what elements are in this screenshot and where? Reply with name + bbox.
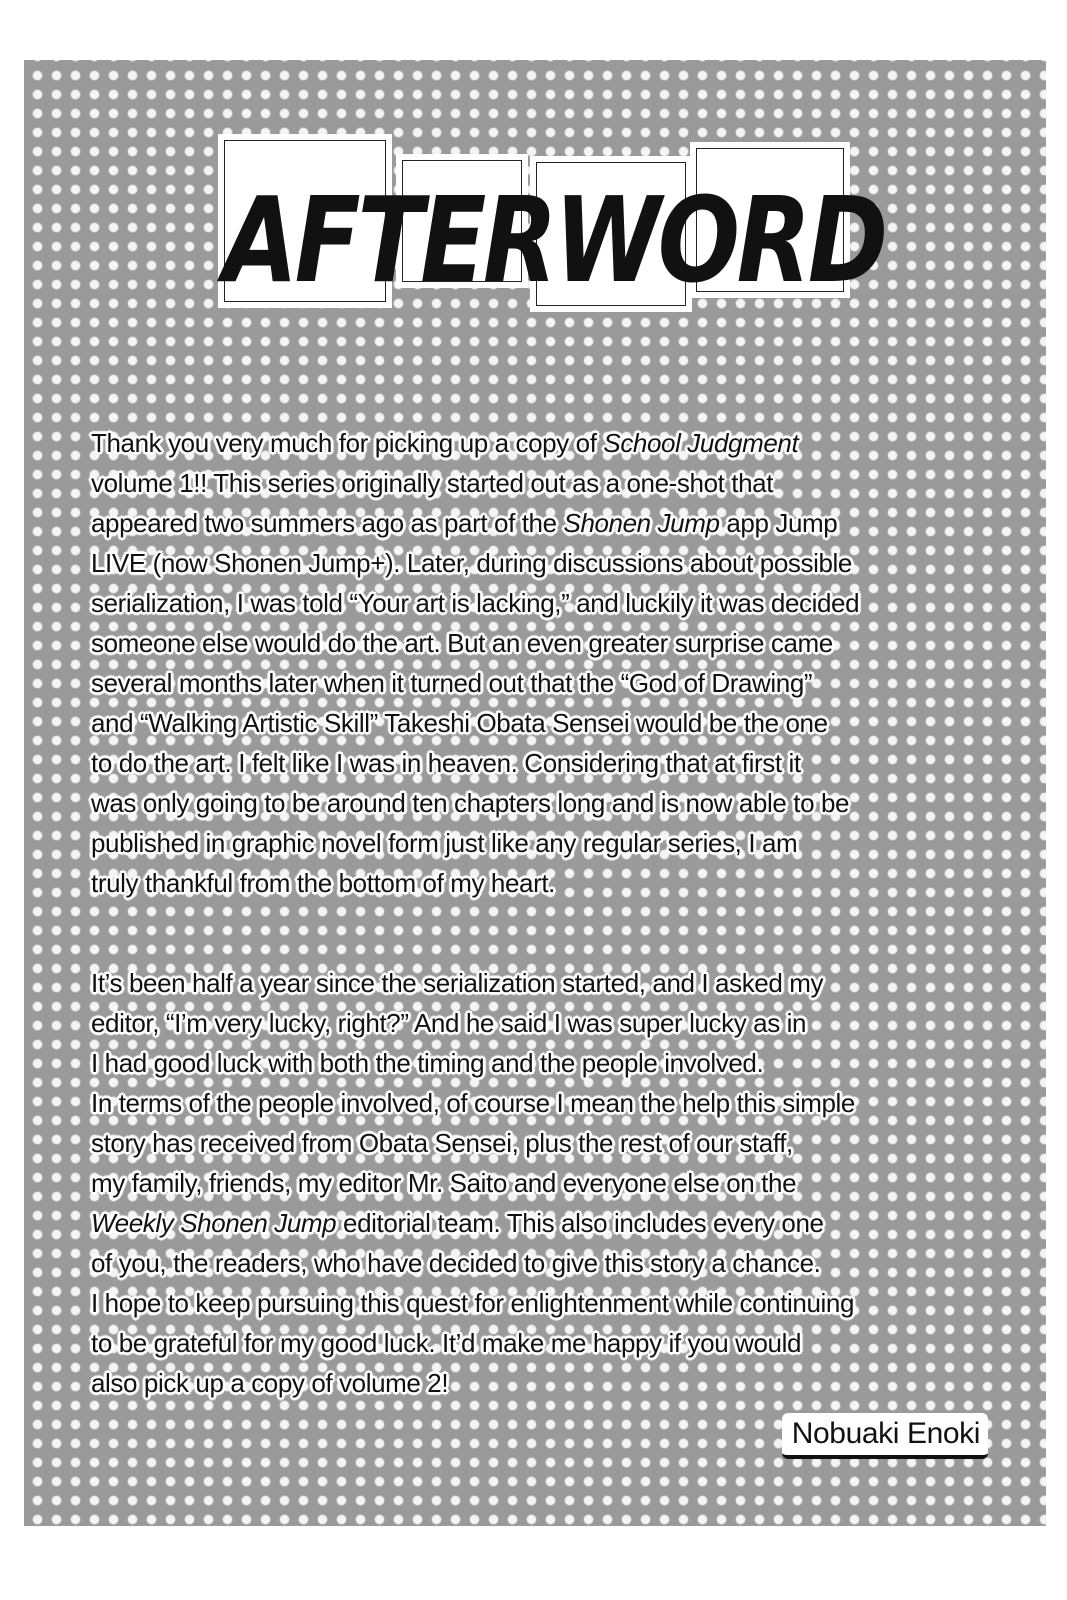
paragraph-1-line: was only going to be around ten chapters long and is now able to be bbox=[91, 788, 850, 818]
paragraph-1-line: LIVE (now Shonen Jump+). Later, during discussions about possible bbox=[91, 548, 852, 578]
paragraph-2-line: also pick up a copy of volume 2! bbox=[91, 1368, 449, 1398]
paragraph-2-line: It’s been half a year since the serialization started, and I asked my bbox=[91, 968, 824, 998]
paragraph-1-line: to do the art. I felt like I was in heaven. Considering that at first it bbox=[91, 748, 801, 778]
paragraph-2-line: of you, the readers, who have decided to give this story a chance. bbox=[91, 1248, 821, 1278]
paragraph-2-line: In terms of the people involved, of course I mean the help this simple bbox=[91, 1088, 855, 1118]
paragraph-2-line: story has received from Obata Sensei, plus the rest of our staff, bbox=[91, 1128, 793, 1158]
paragraph-1-line: published in graphic novel form just like any regular series, I am bbox=[91, 828, 798, 858]
paragraph-2-line: my family, friends, my editor Mr. Saito and everyone else on the bbox=[91, 1168, 797, 1198]
page-title: AFTERWORD bbox=[223, 171, 885, 309]
author-signature: Nobuaki Enoki bbox=[782, 1413, 988, 1459]
paragraph-2-line: Weekly Shonen Jump editorial team. This also includes every one bbox=[91, 1208, 824, 1238]
paragraph-2-line: I had good luck with both the timing and the people involved. bbox=[91, 1048, 764, 1078]
paragraph-2-line: editor, “I’m very lucky, right?” And he said I was super lucky as in bbox=[91, 1008, 807, 1038]
paragraph-1 bbox=[91, 423, 1021, 903]
paragraph-2-line: to be grateful for my good luck. It’d make me happy if you would bbox=[91, 1328, 802, 1358]
afterword-title-block bbox=[224, 130, 884, 350]
paragraph-1-line: volume 1!! This series originally started out as a one-shot that bbox=[91, 468, 774, 498]
paragraph-1-line: and “Walking Artistic Skill” Takeshi Obata Sensei would be the one bbox=[91, 708, 828, 738]
paragraph-1-line: several months later when it turned out that the “God of Drawing” bbox=[91, 668, 813, 698]
afterword-panel bbox=[24, 60, 1046, 1526]
paragraph-2 bbox=[91, 963, 1021, 1403]
paragraph-1-line: serialization, I was told “Your art is lacking,” and luckily it was decided bbox=[91, 588, 860, 618]
paragraph-1-line: truly thankful from the bottom of my heart. bbox=[91, 868, 556, 898]
paragraph-1-line: appeared two summers ago as part of the Shonen Jump app Jump bbox=[91, 508, 838, 538]
paragraph-2-line: I hope to keep pursuing this quest for enlightenment while continuing bbox=[91, 1288, 855, 1318]
paragraph-1-line: someone else would do the art. But an even greater surprise came bbox=[91, 628, 833, 658]
paragraph-1-line: Thank you very much for picking up a copy of School Judgment bbox=[91, 428, 799, 458]
